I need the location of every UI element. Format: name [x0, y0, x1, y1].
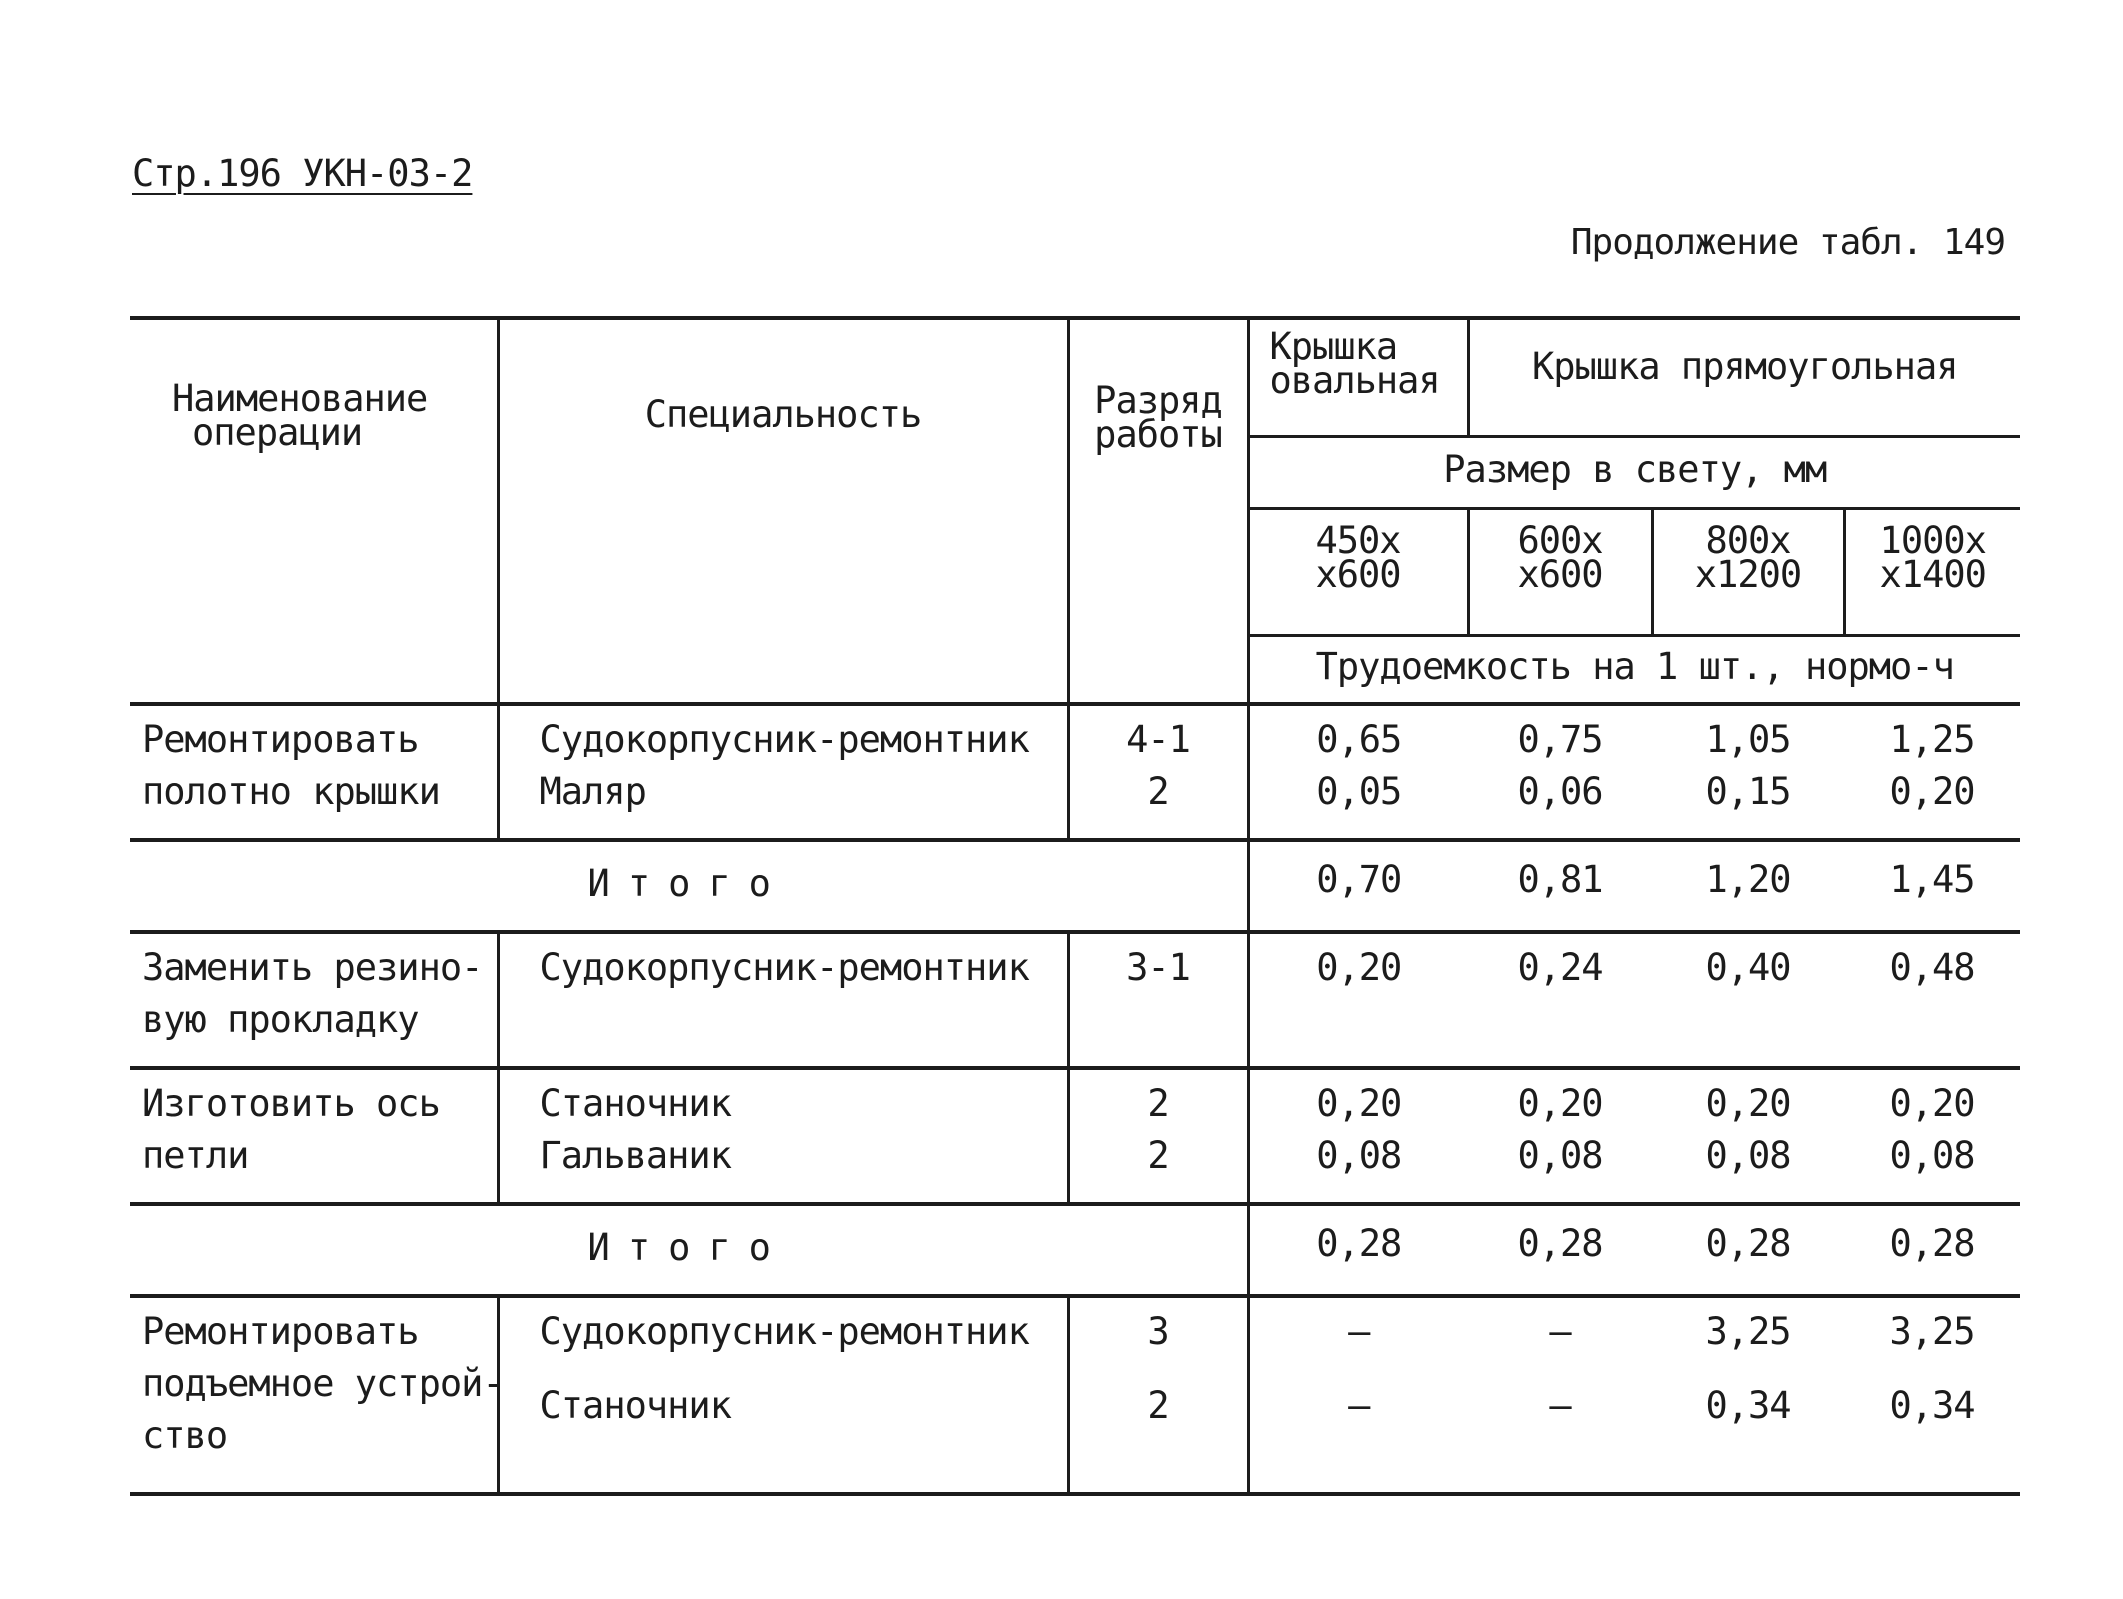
header-specialty: Специальность	[498, 318, 1068, 704]
total-row	[130, 840, 2020, 932]
specialty-line: Маляр	[539, 770, 646, 813]
grade-line: 4-1	[1126, 718, 1190, 761]
header-size-line: 800х	[1705, 519, 1791, 563]
labor-value	[1652, 704, 1844, 840]
table-body	[130, 704, 2020, 1494]
total-value: 0,28	[1517, 1222, 1603, 1265]
grade-line: 2	[1147, 1082, 1169, 1125]
operation-name-line: Ремонтировать	[142, 1310, 419, 1353]
specialty-line: Судокорпусник-ремонтник	[539, 1310, 1029, 1353]
operation-name-line: Изготовить ось	[142, 1082, 440, 1125]
total-value: 0,28	[1889, 1222, 1975, 1265]
operation-name	[130, 932, 498, 1068]
labor-value-line: 0,20	[1889, 1082, 1975, 1125]
labor-value-line: 1,05	[1705, 718, 1791, 761]
header-operation-line: Наименование	[172, 377, 428, 420]
total-value: 1,20	[1705, 858, 1791, 901]
header-size-450	[1248, 509, 1468, 636]
labor-value-line: 3,25	[1705, 1310, 1791, 1353]
header-grade	[1068, 318, 1248, 704]
labor-value-line: 0,34	[1889, 1384, 1975, 1427]
labor-value-line: 0,34	[1705, 1384, 1791, 1427]
grade	[1068, 1296, 1248, 1494]
total-value: 0,70	[1316, 858, 1402, 901]
grade-line: 2	[1147, 1384, 1169, 1427]
labor-table	[130, 316, 2020, 1496]
labor-value	[1652, 1068, 1844, 1204]
header-size-line: 450х	[1315, 519, 1401, 563]
labor-value	[1844, 704, 2020, 840]
labor-value-line: 0,65	[1316, 718, 1402, 761]
header-size-1000	[1844, 509, 2020, 636]
spacer	[1664, 1358, 1832, 1380]
operation-row	[130, 1068, 2020, 1204]
labor-value	[1468, 1068, 1652, 1204]
specialty	[498, 932, 1068, 1068]
header-size-line: х600	[1517, 553, 1603, 597]
operation-row	[130, 704, 2020, 840]
labor-value-line: 0,08	[1517, 1134, 1603, 1177]
labor-value-line: 0,20	[1517, 1082, 1603, 1125]
header-size-line: х600	[1315, 553, 1401, 597]
total-value: 0,28	[1705, 1222, 1791, 1265]
labor-value	[1652, 1296, 1844, 1494]
operation-name-line: Ремонтировать	[142, 718, 419, 761]
labor-value	[1652, 932, 1844, 1068]
grade	[1068, 704, 1248, 840]
header-size-line: х1200	[1694, 553, 1802, 597]
specialty-line: Станочник	[539, 1082, 731, 1125]
specialty	[498, 1068, 1068, 1204]
labor-value-line: 0,08	[1316, 1134, 1402, 1177]
operation-name-line: ство	[142, 1414, 228, 1457]
spacer	[1480, 1358, 1640, 1380]
labor-value	[1248, 932, 1468, 1068]
operation-name-line: вую прокладку	[142, 998, 419, 1041]
header-size-line: 600х	[1517, 519, 1603, 563]
grade-line: 2	[1147, 770, 1169, 813]
specialty-line: Гальваник	[539, 1134, 731, 1177]
table-header	[130, 318, 2020, 704]
specialty	[498, 1296, 1068, 1494]
operation-name-line: подъемное устрой-	[142, 1362, 504, 1405]
labor-value-line: 0,24	[1517, 946, 1603, 989]
labor-value-line: 3,25	[1889, 1310, 1975, 1353]
labor-value	[1844, 932, 2020, 1068]
header-operation-line: операции	[192, 411, 363, 454]
labor-value	[1248, 1068, 1468, 1204]
labor-value-line: –	[1549, 1310, 1571, 1353]
labor-value-line: 0,20	[1705, 1082, 1791, 1125]
operation-name-line: полотно крышки	[142, 770, 440, 813]
operation-row	[130, 932, 2020, 1068]
total-value: 0,28	[1316, 1222, 1402, 1265]
labor-value-line: 1,25	[1889, 718, 1975, 761]
labor-value-line: 0,40	[1705, 946, 1791, 989]
header-oval-lid-line: Крышка	[1269, 325, 1398, 368]
grade-line: 3	[1147, 1310, 1169, 1353]
header-operation	[130, 318, 498, 704]
total-value: 0,81	[1517, 858, 1603, 901]
labor-value-line: 0,20	[1316, 946, 1402, 989]
labor-value	[1248, 704, 1468, 840]
grade	[1068, 1068, 1248, 1204]
labor-value	[1248, 1296, 1468, 1494]
operation-name	[130, 1296, 504, 1494]
labor-value-line: 0,08	[1889, 1134, 1975, 1177]
labor-value-line: 0,15	[1705, 770, 1791, 813]
specialty-line: Судокорпусник-ремонтник	[539, 946, 1029, 989]
grade-line: 2	[1147, 1134, 1169, 1177]
page-header: Стр.196 УКН-03-2	[132, 152, 473, 195]
labor-value-line: 0,20	[1889, 770, 1975, 813]
header-labor-label: Трудоемкость на 1 шт., нормо-ч	[1248, 635, 2020, 704]
spacer	[1082, 1358, 1235, 1380]
header-size-line: 1000х	[1879, 519, 1986, 563]
specialty-line: Станочник	[539, 1384, 731, 1427]
total-label: Итого	[130, 840, 1248, 932]
labor-value-line: 0,08	[1705, 1134, 1791, 1177]
header-size-600	[1468, 509, 1652, 636]
labor-value-line: –	[1549, 1384, 1571, 1427]
labor-value-line: 0,20	[1316, 1082, 1402, 1125]
labor-value-line: 0,75	[1517, 718, 1603, 761]
labor-value	[1844, 1068, 2020, 1204]
labor-value	[1468, 704, 1652, 840]
grade	[1068, 932, 1248, 1068]
header-oval-lid	[1248, 318, 1468, 436]
labor-value	[1468, 1296, 1652, 1494]
header-size-800	[1652, 509, 1844, 636]
operation-name	[130, 704, 498, 840]
operation-name-line: петли	[142, 1134, 249, 1177]
specialty-line: Судокорпусник-ремонтник	[539, 718, 1029, 761]
header-grade-line: работы	[1094, 413, 1222, 456]
labor-value-line: –	[1348, 1310, 1370, 1353]
labor-value	[1844, 1296, 2020, 1494]
total-label: Итого	[130, 1204, 1248, 1296]
labor-value-line: –	[1348, 1384, 1370, 1427]
total-value: 1,45	[1889, 858, 1975, 901]
operation-name	[130, 1068, 498, 1204]
total-row	[130, 1204, 2020, 1296]
grade-line: 3-1	[1126, 946, 1190, 989]
header-oval-lid-line: овальная	[1269, 359, 1440, 402]
labor-value-line: 0,48	[1889, 946, 1975, 989]
labor-value-line: 0,06	[1517, 770, 1603, 813]
spacer	[1262, 1358, 1457, 1380]
header-size-label: Размер в свету, мм	[1248, 436, 2020, 508]
specialty	[498, 704, 1068, 840]
spacer	[1856, 1358, 2008, 1380]
header-rect-lid: Крышка прямоугольная	[1468, 318, 2020, 436]
spacer	[540, 1358, 1055, 1380]
header-grade-line: Разряд	[1094, 379, 1222, 422]
table-caption: Продолжение табл. 149	[1570, 222, 2005, 263]
labor-value	[1468, 932, 1652, 1068]
labor-value-line: 0,05	[1316, 770, 1402, 813]
operation-row	[130, 1296, 2020, 1494]
header-size-line: х1400	[1879, 553, 1986, 597]
operation-name-line: Заменить резино-	[142, 946, 483, 989]
